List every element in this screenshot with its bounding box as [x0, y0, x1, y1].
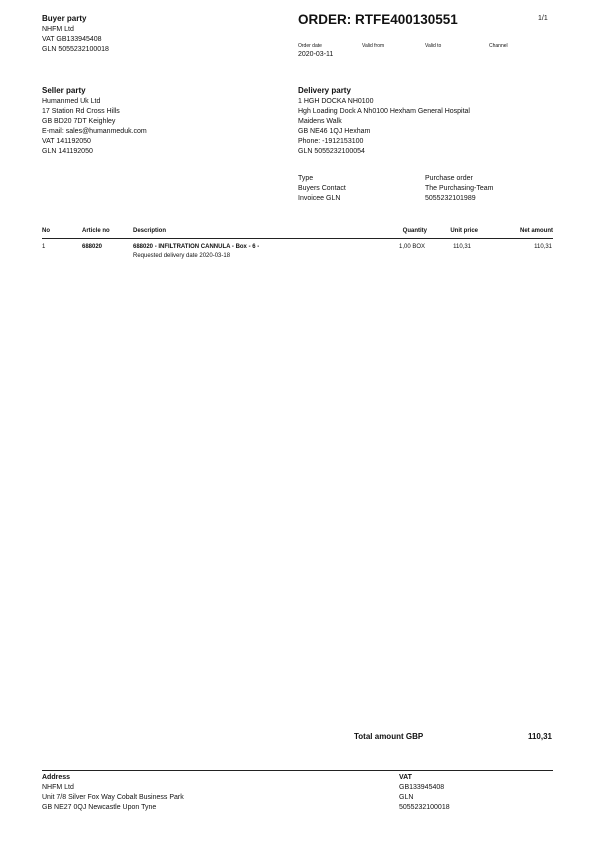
total-label: Total amount GBP — [354, 732, 424, 741]
buyer-party-heading: Buyer party — [42, 14, 87, 23]
reference-value: Purchase order — [425, 175, 473, 182]
row-no: 1 — [42, 244, 46, 250]
delivery-phone: Phone: -1912153100 — [298, 138, 364, 145]
valid-from-label: Valid from — [362, 43, 385, 49]
reference-label: Type — [298, 175, 314, 182]
delivery-line: Hgh Loading Dock A Nh0100 Hexham General Hospital — [298, 108, 470, 115]
row-description: 688020 - INFILTRATION CANNULA - Box - 6 - — [133, 244, 260, 250]
reference-value: 5055232101989 — [425, 195, 476, 202]
footer-address-line: Unit 7/8 Silver Fox Way Cobalt Business Park — [42, 794, 184, 801]
row-article: 688020 — [82, 244, 103, 250]
col-header-description: Description — [133, 228, 167, 234]
delivery-line: GLN 5055232100054 — [298, 148, 365, 155]
seller-line: GLN 141192050 — [42, 148, 93, 155]
reference-labels — [298, 174, 346, 204]
footer-address-section — [42, 773, 184, 813]
footer-vat-section — [399, 773, 450, 813]
footer-vat-line: GLN — [399, 794, 414, 801]
seller-line: 17 Station Rd Cross Hills — [42, 108, 120, 115]
table-header-divider — [42, 238, 553, 239]
footer-address-line: GB NE27 0QJ Newcastle Upon Tyne — [42, 804, 157, 811]
footer-vat-heading: VAT — [399, 774, 412, 781]
footer-vat-line: 5055232100018 — [399, 804, 450, 811]
reference-value: The Purchasing-Team — [425, 185, 494, 192]
buyer-party-section — [42, 14, 109, 55]
col-header-unit-price: Unit price — [450, 228, 478, 234]
footer-address-line: NHFM Ltd — [42, 784, 74, 791]
reference-label: Invoicee GLN — [298, 195, 341, 202]
order-date-label: Order date — [298, 43, 322, 49]
buyer-line: GLN 5055232100018 — [42, 46, 109, 53]
seller-line: VAT 141192050 — [42, 138, 91, 145]
valid-to-label: Valid to — [425, 43, 442, 49]
seller-line: GB BD20 7DT Keighley — [42, 118, 116, 125]
row-unit-price: 110,31 — [453, 244, 471, 250]
reference-values — [425, 174, 493, 204]
delivery-line: 1 HGH DOCKA NH0100 — [298, 98, 374, 105]
total-value: 110,31 — [527, 732, 552, 741]
footer-vat-line: GB133945408 — [399, 784, 445, 791]
row-net-amount: 110,31 — [534, 244, 552, 250]
delivery-line: Maidens Walk — [298, 118, 342, 125]
order-date-value: 2020-03-11 — [298, 51, 334, 58]
footer-address-heading: Address — [42, 774, 71, 781]
seller-party-section — [42, 86, 147, 157]
order-title: ORDER: RTFE400130551 — [298, 12, 458, 27]
page-number: 1/1 — [538, 15, 548, 22]
reference-label: Buyers Contact — [298, 185, 346, 192]
footer-divider — [42, 770, 553, 771]
col-header-net-amount: Net amount — [520, 228, 553, 234]
seller-line: Humanmed Uk Ltd — [42, 98, 101, 105]
delivery-line: GB NE46 1QJ Hexham — [298, 128, 371, 135]
col-header-quantity: Quantity — [402, 228, 427, 234]
seller-party-heading: Seller party — [42, 86, 86, 95]
buyer-line: NHFM Ltd — [42, 26, 74, 33]
buyer-line: VAT GB133945408 — [42, 36, 102, 43]
row-quantity: 1,00 BOX — [398, 244, 425, 250]
delivery-party-section — [298, 86, 470, 157]
delivery-party-heading: Delivery party — [298, 86, 351, 95]
col-header-no: No — [42, 228, 50, 234]
channel-label: Channel — [489, 43, 508, 49]
col-header-article: Article no — [82, 228, 110, 234]
seller-email: E-mail: sales@humanmeduk.com — [42, 128, 147, 135]
row-delivery-note: Requested delivery date 2020-03-18 — [133, 253, 231, 259]
